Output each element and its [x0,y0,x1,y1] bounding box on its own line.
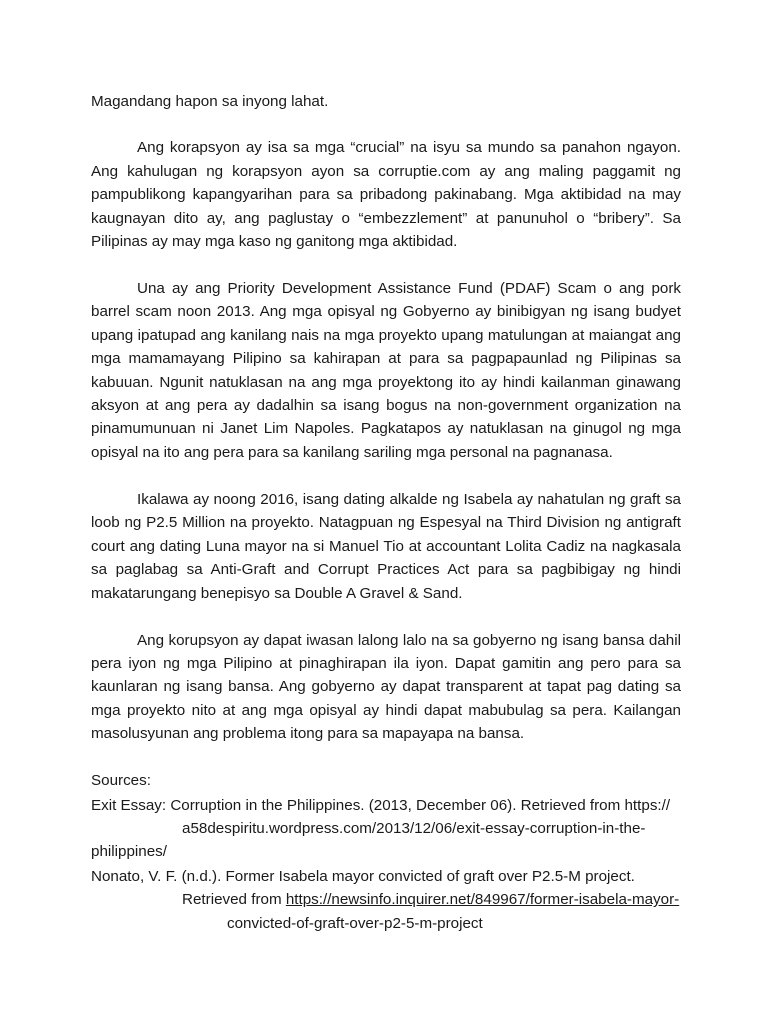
paragraph-intro: Ang korapsyon ay isa sa mga “crucial” na isyu sa mundo sa panahon ngayon. Ang kahulugan ng korapsyon ayon sa corruptie.com ay ang maling paggamit ng pampublikong kapangyarihan para sa pribadong pakinabang. Mga aktibidad na may kaugnayan dito ay, ang paglustay o “embezzlement” at panunuhol o “bribery”. Sa Pilipinas ay may mga kaso ng ganitong mga aktibidad. [91,139,681,251]
sources-section [91,769,681,935]
reference-2-prefix: Retrieved from [182,891,286,909]
reference-2-line-2 [91,888,681,911]
greeting: Magandang hapon sa inyong lahat. [91,93,329,110]
reference-2-line-1: Nonato, V. F. (n.d.). Former Isabela mayor convicted of graft over P2.5-M project. [91,867,635,885]
reference-1-line-2: a58despiritu.wordpress.com/2013/12/06/exit-essay-corruption-in-the- [182,819,646,837]
reference-1-line-3: philippines/ [91,843,167,861]
paragraph-isabela-case: Ikalawa ay noong 2016, isang dating alkalde ng Isabela ay nahatulan ng graft sa loob ng P2.5 Million na proyekto. Natagpuan ng Espesyal na Third Division ng antigraft court ang dating Luna mayor na si Manuel Tio at accountant Lolita Cadiz na nagkasala sa paglabag sa Anti-Graft and Corrupt Practices Act para sa pagbibigay ng hindi makatarungang benepisyo sa Double A Gravel & Sand. [91,490,681,602]
reference-2-link[interactable]: https://newsinfo.inquirer.net/849967/former-isabela-mayor- [285,891,680,909]
reference-exit-essay [91,794,681,864]
reference-1-line-1: Exit Essay: Corruption in the Philippines. (2013, December 06). Retrieved from https:// [91,796,671,814]
reference-2-line-3: convicted-of-graft-over-p2-5-m-project [227,914,483,932]
paragraph-conclusion: Ang korupsyon ay dapat iwasan lalong lalo na sa gobyerno ng isang bansa dahil pera iyon ng mga Pilipino at pinaghirapan ila iyon. Dapat gamitin ang pero para sa kaunlaran ng isang bansa. Ang gobyerno ay dapat transparent at tapat pag dating sa mga proyekto nito at ang mga opisyal ay hindi dapat mabubulag sa pera. Kailangan masolusyunan ang problema itong para sa mapayapa na bansa. [91,631,681,743]
reference-inquirer [91,865,681,935]
document-body [91,90,681,936]
paragraph-pdaf-scam: Una ay ang Priority Development Assistance Fund (PDAF) Scam o ang pork barrel scam noon 2013. Ang mga opisyal ng Gobyerno ay binibigyan ng isang budyet upang ipatupad ang kanilang nais na mga proyekto upang matulungan at maiangat ang mga mamamayang Pilipino sa kahirapan at para sa pagpapaunlad ng Pilipinas sa kabuuan. Ngunit natuklasan na ang mga proyektong ito ay hindi kailanman ginawang aksyon at ang pera ay dadalhin sa isang bogus na non-government organization na pinamumunuan ni Janet Lim Napoles. Pagkatapos ay natuklasan na ginugol ng mga opisyal na ito ang pera para sa kanilang sariling mga personal na pagnanasa. [91,280,681,461]
sources-label: Sources: [91,772,151,790]
